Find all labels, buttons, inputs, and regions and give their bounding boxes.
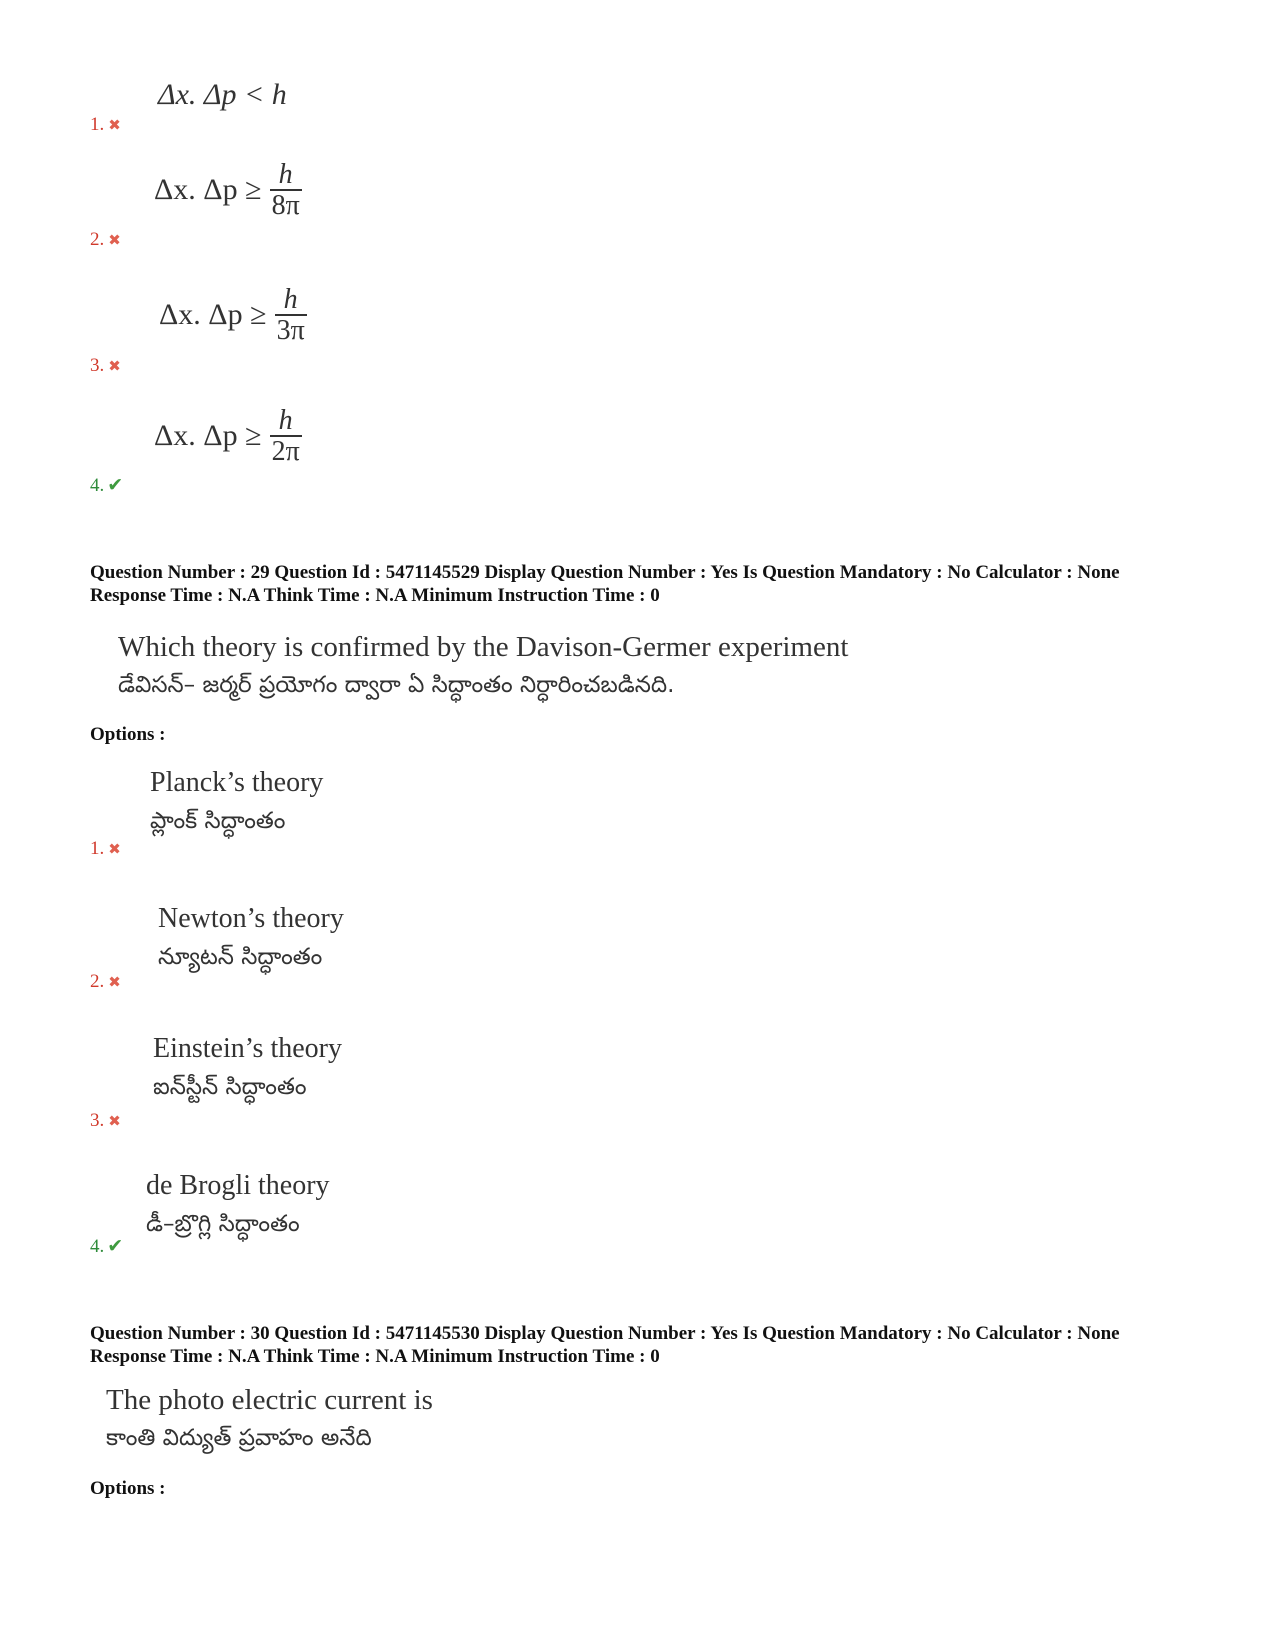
option-number: 2.	[90, 229, 105, 250]
formula-lhs: Δx. Δp ≥	[154, 419, 262, 453]
q29-option-marker-2	[90, 971, 121, 993]
question-text-english: The photo electric current is	[106, 1384, 433, 1416]
correct-check-icon: ✔	[107, 474, 124, 496]
formula-option-1	[158, 78, 287, 112]
fraction-denominator: 3π	[276, 315, 305, 347]
q29-option-4-text	[146, 1167, 330, 1243]
q29-option-marker-1	[90, 838, 121, 860]
q29-option-2-text	[158, 900, 344, 976]
options-label: Options :	[90, 1478, 166, 1499]
formula-option-4	[154, 406, 302, 467]
wrong-icon: ✖	[108, 116, 121, 134]
formula-lhs: Δx. Δp ≥	[159, 298, 267, 332]
formula-lhs: Δx. Δp ≥	[154, 173, 262, 207]
q29-option-marker-4	[90, 1235, 123, 1258]
question-text-telugu: కాంతి విద్యుత్ ప్రవాహం అనేది	[106, 1425, 372, 1451]
formula-option-2	[154, 160, 302, 221]
option-marker-4	[90, 474, 123, 497]
option-text-english: Einstein’s theory	[153, 1033, 342, 1064]
option-marker-3	[90, 355, 121, 377]
fraction-denominator: 2π	[271, 436, 300, 468]
fraction-numerator: h	[278, 159, 293, 190]
fraction-numerator: h	[278, 405, 293, 436]
option-number: 4.	[90, 1236, 105, 1257]
question-29-text	[118, 628, 848, 704]
wrong-icon: ✖	[108, 357, 121, 375]
question-30-text	[106, 1381, 433, 1457]
option-number: 3.	[90, 1110, 105, 1131]
q29-option-3-text	[153, 1030, 342, 1106]
option-number: 1.	[90, 114, 105, 135]
fraction	[270, 160, 302, 221]
fraction	[275, 285, 307, 346]
option-text-telugu: ప్లాంక్ సిద్ధాంతం	[150, 808, 286, 834]
q29-option-1-text	[150, 764, 323, 840]
wrong-icon: ✖	[108, 231, 121, 249]
options-label: Options :	[90, 724, 166, 745]
option-number: 2.	[90, 971, 105, 992]
option-text-english: Newton’s theory	[158, 903, 344, 934]
option-number: 4.	[90, 475, 105, 496]
formula-lhs: Δx. Δp < h	[158, 78, 287, 111]
correct-check-icon: ✔	[107, 1235, 124, 1257]
option-marker-1	[90, 114, 121, 136]
option-number: 1.	[90, 838, 105, 859]
fraction	[270, 406, 302, 467]
option-text-telugu: న్యూటన్ సిద్ధాంతం	[158, 944, 323, 970]
fraction-numerator: h	[283, 284, 298, 315]
fraction-denominator: 8π	[271, 190, 300, 222]
option-text-english: Planck’s theory	[150, 767, 324, 798]
formula-option-3	[159, 285, 307, 346]
question-30-meta: Question Number : 30 Question Id : 5471145530 Display Question Number : Yes Is Question Mandatory : No Calculator : None Response Time : N.A Think Time : N.A Minimum Instruction Time : 0	[90, 1323, 1120, 1367]
wrong-icon: ✖	[108, 973, 121, 991]
question-text-english: Which theory is confirmed by the Davison-Germer experiment	[118, 631, 849, 663]
option-text-telugu: డీ–బ్రొగ్లి సిద్ధాంతం	[146, 1211, 300, 1237]
question-text-telugu: డేవిసన్– జర్మర్ ప్రయోగం ద్వారా ఏ సిద్ధాంతం నిర్ధారించబడినది.	[118, 672, 675, 698]
question-29-meta: Question Number : 29 Question Id : 5471145529 Display Question Number : Yes Is Question Mandatory : No Calculator : None Response Time : N.A Think Time : N.A Minimum Instruction Time : 0	[90, 562, 1120, 606]
option-marker-2	[90, 229, 121, 251]
option-text-english: de Brogli theory	[146, 1170, 330, 1201]
wrong-icon: ✖	[108, 1112, 121, 1130]
option-text-telugu: ఐన్‌స్టీన్ సిద్ధాంతం	[153, 1074, 307, 1100]
wrong-icon: ✖	[108, 840, 121, 858]
q29-option-marker-3	[90, 1110, 121, 1132]
option-number: 3.	[90, 355, 105, 376]
